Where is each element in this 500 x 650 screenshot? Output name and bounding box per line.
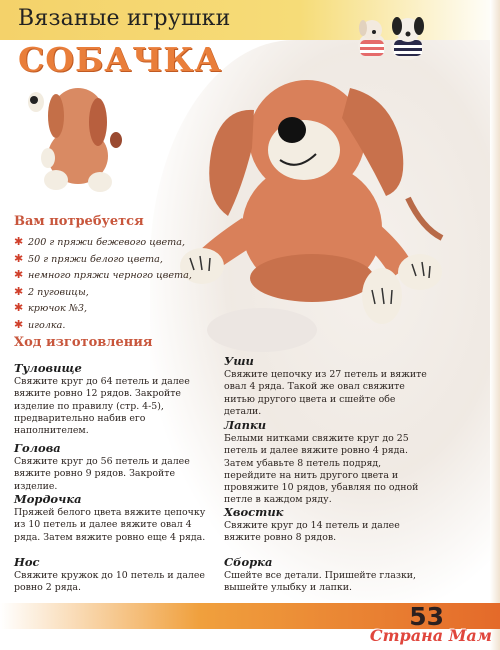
step-text: Сшейте все детали. Пришейте глазки, вышейте улыбку и лапки. xyxy=(224,570,417,594)
materials-item: ✱ 50 г пряжи белого цвета, xyxy=(14,251,163,265)
step-ears xyxy=(224,354,432,418)
materials-list xyxy=(14,234,192,333)
step-text: Свяжите цепочку из 27 петель и вяжите овал 4 ряда. Такой же овал свяжите нитью другого цвета и сшейте обе детали. xyxy=(224,369,427,417)
step-text: Свяжите круг до 64 петель и далее вяжите ровно 12 рядов. Закройте изделие по правилу (стр. 4-5), предварительно набив его наполнителем. xyxy=(14,376,190,437)
step-title: Лапки xyxy=(224,418,267,432)
step-title: Хвостик xyxy=(224,505,284,519)
step-title: Голова xyxy=(14,441,61,455)
materials-item: ✱ немного пряжи черного цвета, xyxy=(14,268,192,281)
corner-dogs-illustration xyxy=(352,10,434,62)
small-dog-photo xyxy=(26,76,130,194)
step-head xyxy=(14,441,219,493)
asterisk-icon: ✱ xyxy=(14,317,24,331)
step-torso xyxy=(14,361,219,437)
step-tail xyxy=(224,505,432,545)
materials-heading: Вам потребуется xyxy=(14,214,144,229)
step-title: Уши xyxy=(224,354,254,368)
step-muzzle xyxy=(14,492,219,544)
asterisk-icon: ✱ xyxy=(14,268,24,281)
section-title: Вязаные игрушки xyxy=(18,6,231,31)
asterisk-icon: ✱ xyxy=(14,251,24,265)
asterisk-icon: ✱ xyxy=(14,301,24,314)
step-text: Свяжите кружок до 10 петель и далее ровно 2 ряда. xyxy=(14,570,205,594)
main-dog-photo xyxy=(172,68,454,368)
materials-item: ✱ 200 г пряжи бежевого цвета, xyxy=(14,235,186,248)
step-text: Свяжите круг до 14 петель и далее вяжите ровно 8 рядов. xyxy=(224,520,400,544)
step-text: Пряжей белого цвета вяжите цепочку из 10 петель и далее вяжите овал 4 ряда. Затем вяжите ровно еще 4 ряда. xyxy=(14,507,206,543)
step-title: Мордочка xyxy=(14,492,82,506)
step-text: Свяжите круг до 56 петель и далее вяжите ровно 9 рядов. Закройте изделие. xyxy=(14,456,190,492)
step-text: Белыми нитками свяжите круг до 25 петель и далее вяжите ровно 4 ряда. Затем убавьте 8 петель подряд, перейдите на нить другого цвета и провяжите 10 рядов, убавляя по одной петле в каждом ряду. xyxy=(224,433,419,506)
step-title: Сборка xyxy=(224,555,273,569)
page-number: 53 xyxy=(409,602,444,631)
step-paws xyxy=(224,418,432,507)
step-nose xyxy=(14,555,219,595)
step-title: Нос xyxy=(14,555,40,569)
step-title: Туловище xyxy=(14,361,82,375)
materials-item: ✱ иголка. xyxy=(14,317,66,331)
site-watermark: Страна Мам xyxy=(369,626,492,645)
page-edge xyxy=(490,0,500,650)
step-assembly xyxy=(224,555,432,595)
materials-item: ✱ 2 пуговицы, xyxy=(14,284,89,298)
instructions-heading: Ход изготовления xyxy=(14,335,153,350)
toy-title: СОБАЧКА xyxy=(18,40,223,79)
asterisk-icon: ✱ xyxy=(14,284,24,298)
materials-item: ✱ крючок №3, xyxy=(14,301,88,314)
asterisk-icon: ✱ xyxy=(14,235,24,248)
